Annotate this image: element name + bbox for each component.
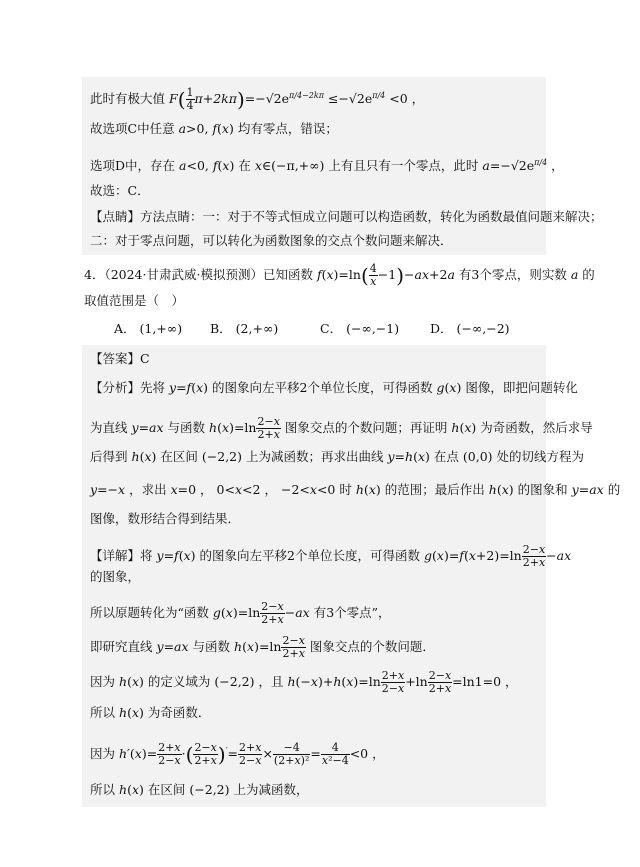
- detail-line: [90, 544, 571, 569]
- text: ，: [264, 482, 277, 497]
- text: 的范围；最后作出: [384, 482, 485, 497]
- formula: h(x): [451, 420, 477, 435]
- text: 故选：C．: [90, 183, 150, 198]
- formula: (−2,2): [201, 449, 242, 464]
- text: 时: [339, 482, 352, 497]
- option-c: [320, 321, 399, 337]
- text: 在: [238, 158, 251, 174]
- formula: h′(x)= $\frac{2+x}{2-x}$ ·( $\frac{2-x}{2+x}$ )′= $\frac{2+x}{2-x}$ × $\frac{-4}{\text{(2+x)²}}$ = $\frac{4}{\text{x²−4}}$ <0: [119, 741, 369, 767]
- formula: (0,0): [462, 449, 493, 464]
- text: 为直线: [90, 420, 128, 435]
- text: ，求出: [129, 482, 167, 497]
- text: 上为减函数；再求出曲线: [245, 449, 384, 464]
- option-label: A．: [114, 321, 136, 336]
- formula: h(−x)+h(x)=ln $\frac{2+x}{2-x}$ +ln $\frac{2-x}{2+x}$ =ln1=0: [287, 669, 502, 695]
- detail-line: [90, 670, 518, 695]
- text: ，: [505, 674, 518, 689]
- option-label: B．: [210, 321, 232, 336]
- text-line: [90, 183, 150, 199]
- text: 上为减函数，: [233, 782, 309, 797]
- text: 图象交点的个数问题．: [309, 639, 435, 654]
- text: 二：对于零点问题，可以转化为函数图象的交点个数问题来解决．: [90, 233, 453, 248]
- text: ，: [551, 158, 564, 174]
- text: 的: [582, 267, 595, 282]
- formula: h(x): [355, 482, 381, 497]
- text: 的: [607, 482, 621, 497]
- detail-line: [90, 569, 140, 585]
- option-value: (2,+∞): [235, 321, 279, 336]
- formula: y=ax: [131, 420, 164, 435]
- text: 后得到: [90, 449, 128, 464]
- formula: g(x)=f(x+2)=ln $\frac{2-x}{2+x}$ −ax: [423, 543, 572, 569]
- text: 的图象向左平移2个单位长度，可得函数: [212, 380, 433, 395]
- formula: (−2,2): [214, 674, 255, 689]
- option-d: [430, 321, 510, 337]
- formula: a: [570, 267, 579, 282]
- formula: g(x)=ln $\frac{2-x}{2+x}$ −ax: [212, 600, 310, 626]
- formula: (−2,2): [189, 782, 230, 797]
- text: 处的切线方程为: [496, 449, 585, 464]
- detail-line: [90, 601, 391, 626]
- text: ，: [372, 746, 385, 761]
- text: 的图象和: [517, 482, 568, 497]
- text: 与函数: [192, 639, 231, 654]
- text: 上有且只有一个零点，此时: [328, 158, 479, 174]
- text: 所以原题转化为“函数: [90, 605, 209, 620]
- formula: y=f(x): [156, 548, 196, 563]
- formula: h(x): [488, 482, 514, 497]
- text: 有3个零点，则实数: [458, 267, 567, 282]
- formula: h(x)=ln $\frac{2-x}{2+x}$: [209, 415, 280, 441]
- option-value: (−∞,−2): [456, 321, 510, 336]
- text-line: [90, 155, 564, 174]
- text: 与函数: [167, 420, 206, 435]
- text: 在点: [433, 449, 459, 464]
- text: 所以: [90, 705, 116, 720]
- formula: y=−x: [90, 482, 126, 497]
- text: 图象交点的个数问题；再证明: [284, 420, 448, 435]
- formula: $a=-√2e^{\pi/4}$: [482, 158, 548, 174]
- text: 有3个零点”，: [313, 605, 391, 620]
- formula: −2<x<0: [280, 482, 336, 497]
- text: 【详解】将: [90, 548, 153, 563]
- text: ，: [411, 91, 425, 106]
- text: 所以: [90, 782, 116, 797]
- detail-line: [90, 782, 309, 798]
- text: ，: [200, 482, 213, 497]
- formula: h(x): [119, 782, 144, 797]
- formula: a>0, f(x): [178, 121, 234, 136]
- text: 均有零点，错误；: [237, 121, 338, 136]
- formula: g(x): [436, 380, 462, 395]
- text: 的图象，: [90, 569, 141, 584]
- text: 图像，数形结合得到结果．: [90, 511, 241, 526]
- text: 因为: [90, 746, 116, 761]
- analysis-line: [90, 511, 240, 527]
- formula: y=ax: [156, 639, 189, 654]
- formula: h(x): [119, 674, 144, 689]
- formula: h(x): [119, 705, 144, 720]
- formula: f(x)=ln( $\frac{4}{x}$ −1)−ax+2a: [316, 262, 455, 288]
- text: ，且: [258, 674, 284, 689]
- formula: x=0: [170, 482, 197, 497]
- text: 因为: [90, 674, 116, 689]
- text: 即研究直线: [90, 639, 153, 654]
- detail-line: [90, 635, 435, 660]
- formula: y=ax: [571, 482, 604, 497]
- detail-line: [90, 742, 385, 767]
- text: 4．（2024·甘肃武威·模拟预测）已知函数: [84, 267, 313, 282]
- text: 的图象向左平移2个单位长度，可得函数: [199, 548, 420, 563]
- option-label: C．: [320, 321, 343, 336]
- option-a: [114, 321, 182, 337]
- option-value: (1,+∞): [139, 321, 183, 336]
- text: 在区间: [160, 449, 198, 464]
- answer-line: [90, 351, 150, 367]
- text-line: [90, 233, 453, 249]
- text: 的定义域为: [147, 674, 211, 689]
- option-label: D．: [430, 321, 453, 336]
- text: 取值范围是（ ）: [84, 293, 185, 308]
- formula: y=f(x): [169, 380, 209, 395]
- formula: y=h(x): [387, 449, 430, 464]
- formula: h(x)=ln $\frac{2-x}{2+x}$: [234, 634, 305, 660]
- analysis-line: [90, 416, 593, 441]
- text-line: [90, 87, 424, 112]
- formula: x∈(−π,+∞): [254, 158, 325, 174]
- text: 图像，即把问题转化: [465, 380, 578, 395]
- detail-line: [90, 705, 210, 721]
- text: 【答案】C: [90, 351, 150, 366]
- option-value: (−∞,−1): [346, 321, 400, 336]
- gray-block-bottom: [82, 345, 546, 807]
- formula: a<0, f(x): [179, 158, 235, 174]
- question-line: [84, 263, 595, 288]
- analysis-line: [90, 449, 584, 465]
- text: 故选项C中任意: [90, 121, 175, 136]
- text: 为奇函数，然后求导: [480, 420, 593, 435]
- analysis-line: [90, 482, 620, 498]
- text-line: [90, 209, 603, 225]
- text: 此时有极大值: [90, 91, 166, 106]
- text: 【点睛】方法点睛：一：对于不等式恒成立问题可以构造函数，转化为函数最值问题来解决；: [90, 209, 603, 224]
- text: 【分析】先将: [90, 380, 166, 395]
- text: 为奇函数．: [147, 705, 211, 720]
- analysis-line: [90, 380, 578, 396]
- text: 在区间: [147, 782, 186, 797]
- option-b: [210, 321, 278, 337]
- question-line: [84, 293, 184, 309]
- text-line: [90, 121, 338, 137]
- formula: h(x): [131, 449, 157, 464]
- formula: F( $\frac{1}{4}$ $\pi+2k\pi)=-√2e^{\pi/4-2k\pi} \le-√2e^{\pi/4} <0$: [169, 86, 408, 112]
- text: 选项D中，存在: [90, 158, 176, 174]
- formula: 0<x<2: [216, 482, 261, 497]
